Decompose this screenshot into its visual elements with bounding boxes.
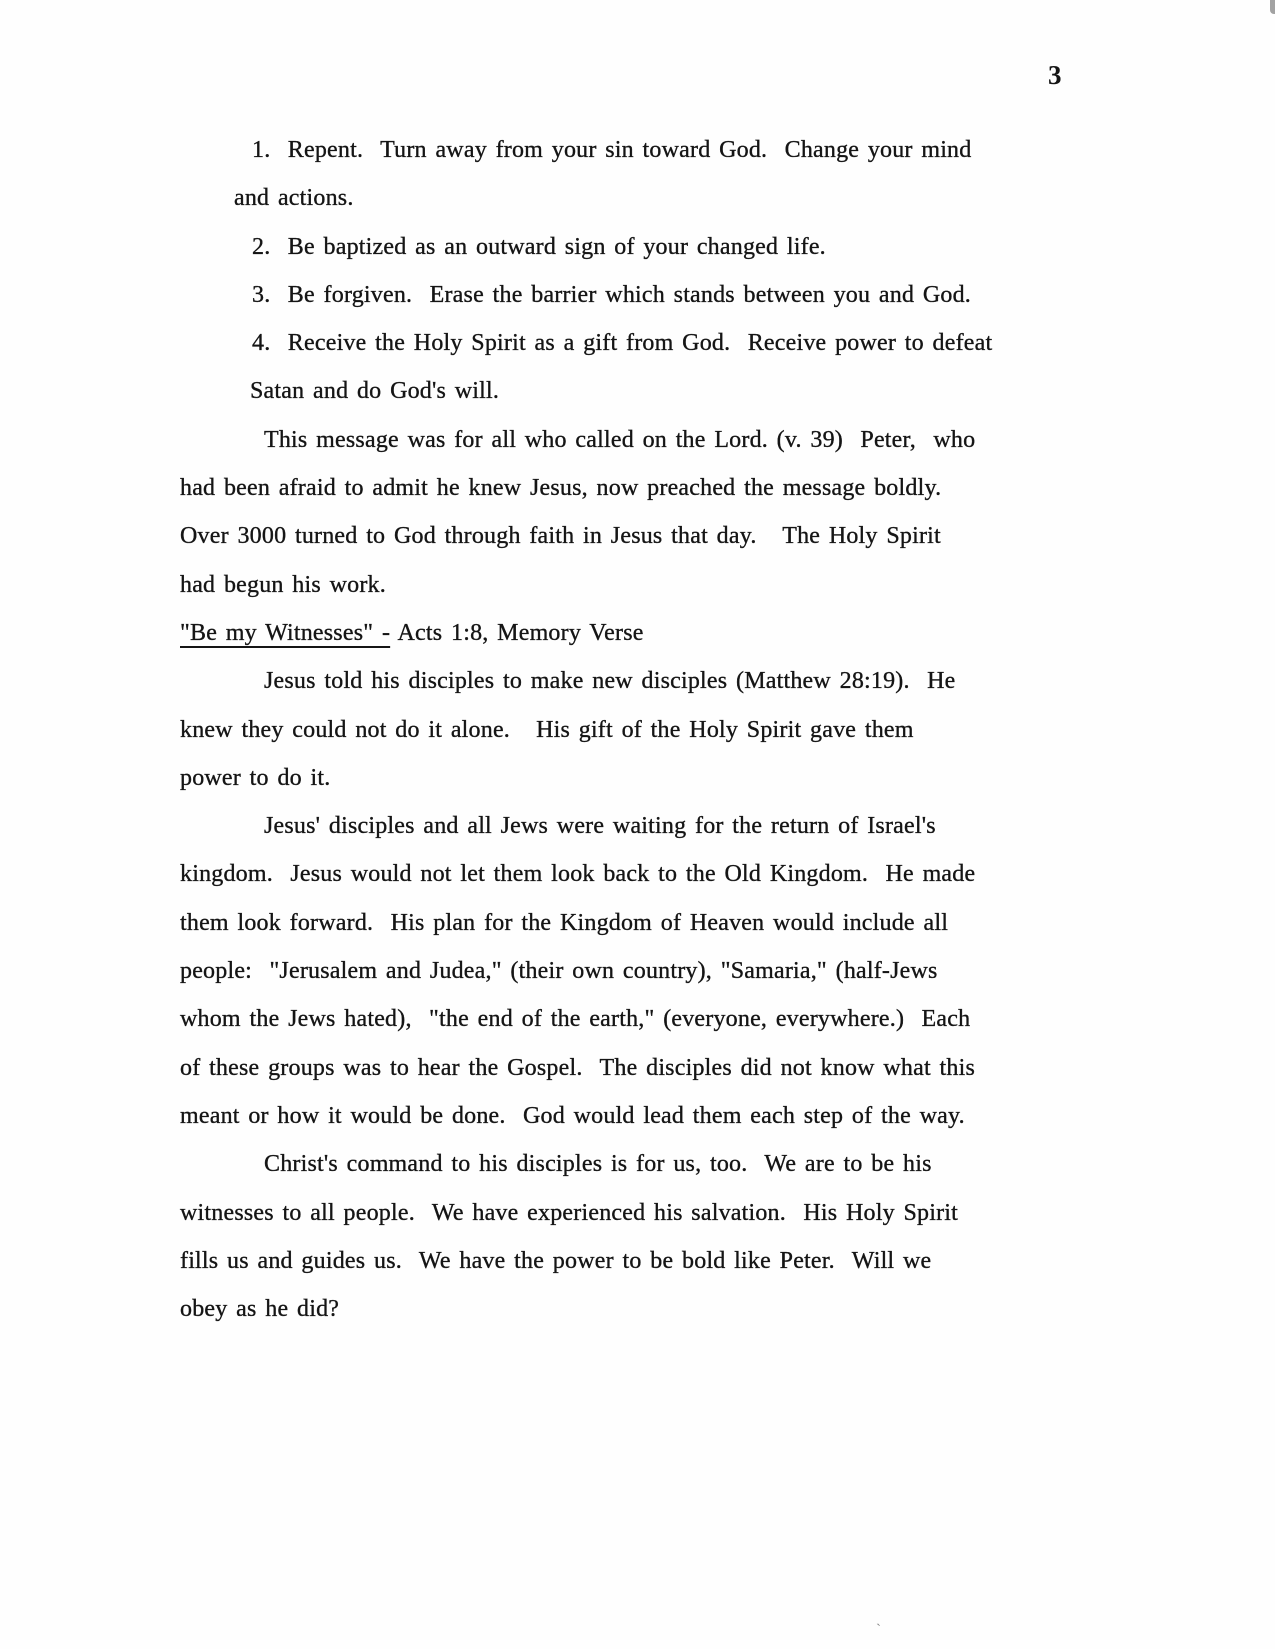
paragraph-2-line-3: power to do it. bbox=[180, 764, 331, 791]
paragraph-1-line-1: This message was for all who called on the Lord. (v. 39) Peter, who bbox=[264, 426, 976, 453]
list-item-4-line-1: 4. Receive the Holy Spirit as a gift from God. Receive power to defeat bbox=[252, 330, 993, 357]
scan-corner-artifact bbox=[1270, 0, 1275, 14]
paragraph-1-line-2: had been afraid to admit he knew Jesus, now preached the message boldly. bbox=[180, 475, 942, 502]
paragraph-3-line-1: Jesus' disciples and all Jews were waiting for the return of Israel's bbox=[264, 813, 936, 840]
paragraph-2-line-2: knew they could not do it alone. His gift of the Holy Spirit gave them bbox=[180, 716, 914, 743]
heading-rest-text: Acts 1:8, Memory Verse bbox=[390, 619, 644, 646]
paragraph-3-line-3: them look forward. His plan for the Kingdom of Heaven would include all bbox=[180, 909, 949, 936]
paragraph-3-line-7: meant or how it would be done. God would lead them each step of the way. bbox=[180, 1102, 965, 1129]
list-item-1-line-2: and actions. bbox=[234, 185, 354, 212]
paragraph-3-line-6: of these groups was to hear the Gospel. The disciples did not know what this bbox=[180, 1054, 976, 1081]
section-heading bbox=[180, 609, 1080, 657]
paragraph-4-line-1: Christ's command to his disciples is for us, too. We are to be his bbox=[264, 1151, 932, 1178]
paragraph-1-line-3: Over 3000 turned to God through faith in Jesus that day. The Holy Spirit bbox=[180, 523, 941, 550]
page-number: 3 bbox=[1048, 60, 1062, 90]
paragraph-3-line-2: kingdom. Jesus would not let them look back to the Old Kingdom. He made bbox=[180, 861, 976, 888]
heading-underlined-text: "Be my Witnesses" - bbox=[180, 619, 391, 646]
scan-speck-artifact: ` bbox=[876, 1622, 881, 1638]
paragraph-3-line-5: whom the Jews hated), "the end of the earth," (everyone, everywhere.) Each bbox=[180, 1006, 971, 1033]
list-item-2: 2. Be baptized as an outward sign of your changed life. bbox=[252, 233, 826, 260]
paragraph-1-line-4: had begun his work. bbox=[180, 571, 386, 598]
paragraph-4-line-4: obey as he did? bbox=[180, 1296, 340, 1323]
paragraph-2-line-1: Jesus told his disciples to make new disciples (Matthew 28:19). He bbox=[264, 668, 956, 695]
text-block bbox=[180, 126, 1080, 1333]
list-item-1-line-1: 1. Repent. Turn away from your sin toward God. Change your mind bbox=[252, 137, 972, 163]
paragraph-4-line-2: witnesses to all people. We have experienced his salvation. His Holy Spirit bbox=[180, 1199, 959, 1226]
paragraph-4-line-3: fills us and guides us. We have the power to be bold like Peter. Will we bbox=[180, 1247, 932, 1274]
list-item-3: 3. Be forgiven. Erase the barrier which stands between you and God. bbox=[252, 281, 971, 308]
list-item-4-line-2: Satan and do God's will. bbox=[250, 378, 500, 405]
paragraph-3-line-4: people: "Jerusalem and Judea," (their own country), "Samaria," (half-Jews bbox=[180, 958, 938, 985]
